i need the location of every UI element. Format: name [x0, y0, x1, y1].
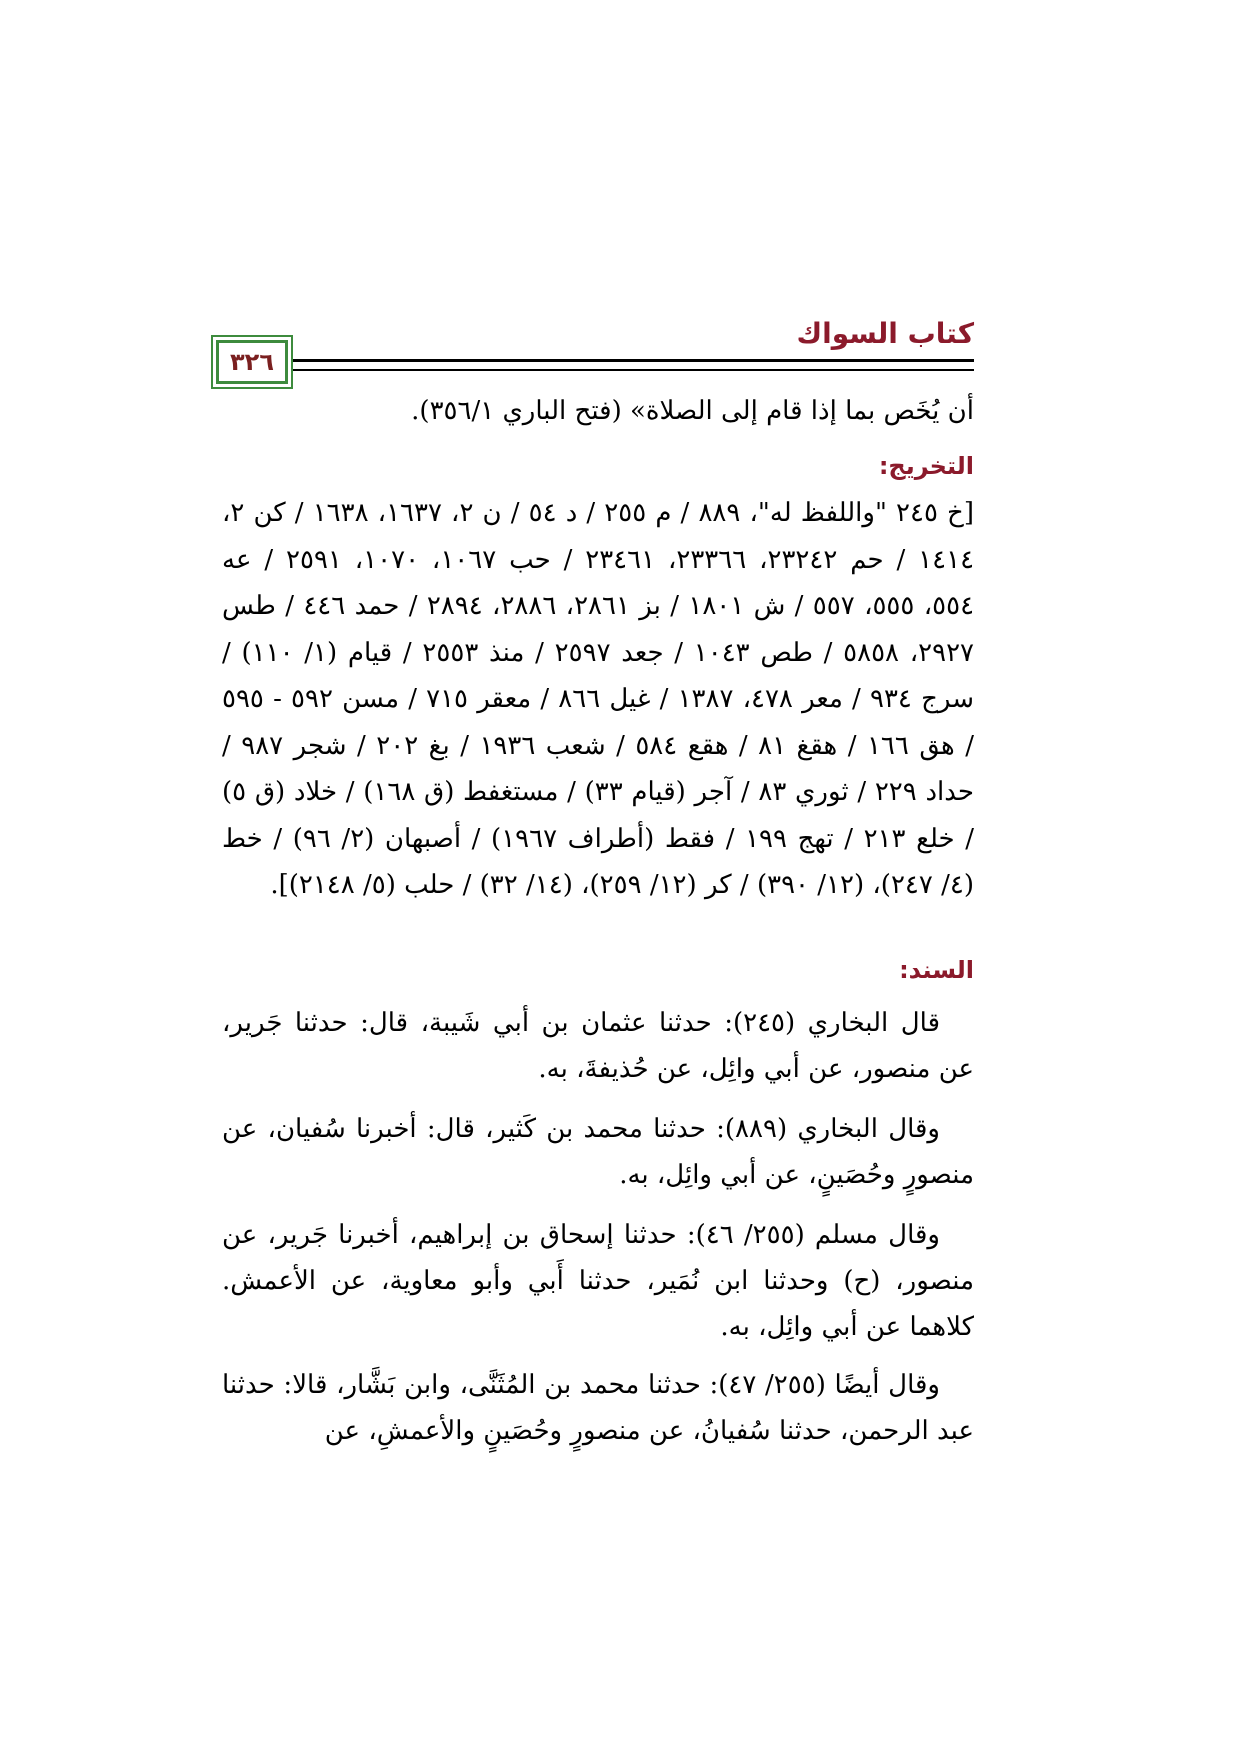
sanad-paragraph-3: وقال مسلم (٢٥٥/ ٤٦): حدثنا إسحاق بن إبراهيم، أخبرنا جَرير، عن منصور، (ح) وحدثنا ابن نُمَير، حدثنا أَبي وأبو معاوية، عن الأعمش. كلاهما عن أبي وائِل، به.	[222, 1220, 974, 1342]
header-rule-top	[210, 359, 974, 362]
book-title: كتاب السواك	[796, 317, 974, 350]
header-rule-bottom	[210, 369, 974, 371]
sanad-paragraph-1: قال البخاري (٢٤٥): حدثنا عثمان بن أبي شَيبة، قال: حدثنا جَرير، عن منصور، عن أبي وائِل، عن حُذيفةَ، به.	[222, 1008, 974, 1084]
sanad-paragraph-2: وقال البخاري (٨٨٩): حدثنا محمد بن كَثير، قال: أخبرنا سُفيان، عن منصورٍ وحُصَينٍ، عن أبي وائِل، به.	[222, 1114, 974, 1190]
sanad-heading: السند:	[899, 956, 974, 984]
takhrij-heading: التخريج:	[878, 452, 974, 480]
sanad-paragraph-4: وقال أيضًا (٢٥٥/ ٤٧): حدثنا محمد بن المُثَنَّى، وابن بَشَّار، قالا: حدثنا عبد الرحمن، حدثنا سُفيانُ، عن منصورٍ وحُصَينٍ والأعمشِ، عن	[222, 1370, 974, 1446]
takhrij-body: [خ ٢٤٥ "واللفظ له"، ٨٨٩ / م ٢٥٥ / د ٥٤ / ن ٢، ١٦٣٧، ١٦٣٨ / كن ٢، ١٤١٤ / حم ٢٣٢٤٢، ٢٣٣٦٦، ٢٣٤٦١ / حب ١٠٦٧، ١٠٧٠، ٢٥٩١ / عه ٥٥٤، ٥٥٥، ٥٥٧ / ش ١٨٠١ / بز ٢٨٦١، ٢٨٨٦، ٢٨٩٤ / حمد ٤٤٦ / طس ٢٩٢٧، ٥٨٥٨ / طص ١٠٤٣ / جعد ٢٥٩٧ / منذ ٢٥٥٣ / قيام (١/ ١١٠) / سرج ٩٣٤ / معر ٤٧٨، ١٣٨٧ / غيل ٨٦٦ / معقر ٧١٥ / مسن ٥٩٢ - ٥٩٥ / هق ١٦٦ / هقغ ٨١ / هقع ٥٨٤ / شعب ١٩٣٦ / بغ ٢٠٢ / شجر ٩٨٧ / حداد ٢٢٩ / ثوري ٨٣ / آجر (قيام ٣٣) / مستغفط (ق ١٦٨) / خلاد (ق ٥) / خلع ٢١٣ / تهج ١٩٩ / فقط (أطراف ١٩٦٧) / أصبهان (٢/ ٩٦) / خط (٤/ ٢٤٧)، (١٢/ ٣٩٠) / كر (١٢/ ٢٥٩)، (١٤/ ٣٢) / حلب (٥/ ٢١٤٨)].	[222, 498, 975, 900]
page-number-badge	[216, 340, 288, 384]
page-number: ٣٢٦	[230, 348, 274, 376]
opening-line: أن يُخَص بما إذا قام إلى الصلاة» (فتح الباري ٣٥٦/١).	[411, 396, 974, 426]
